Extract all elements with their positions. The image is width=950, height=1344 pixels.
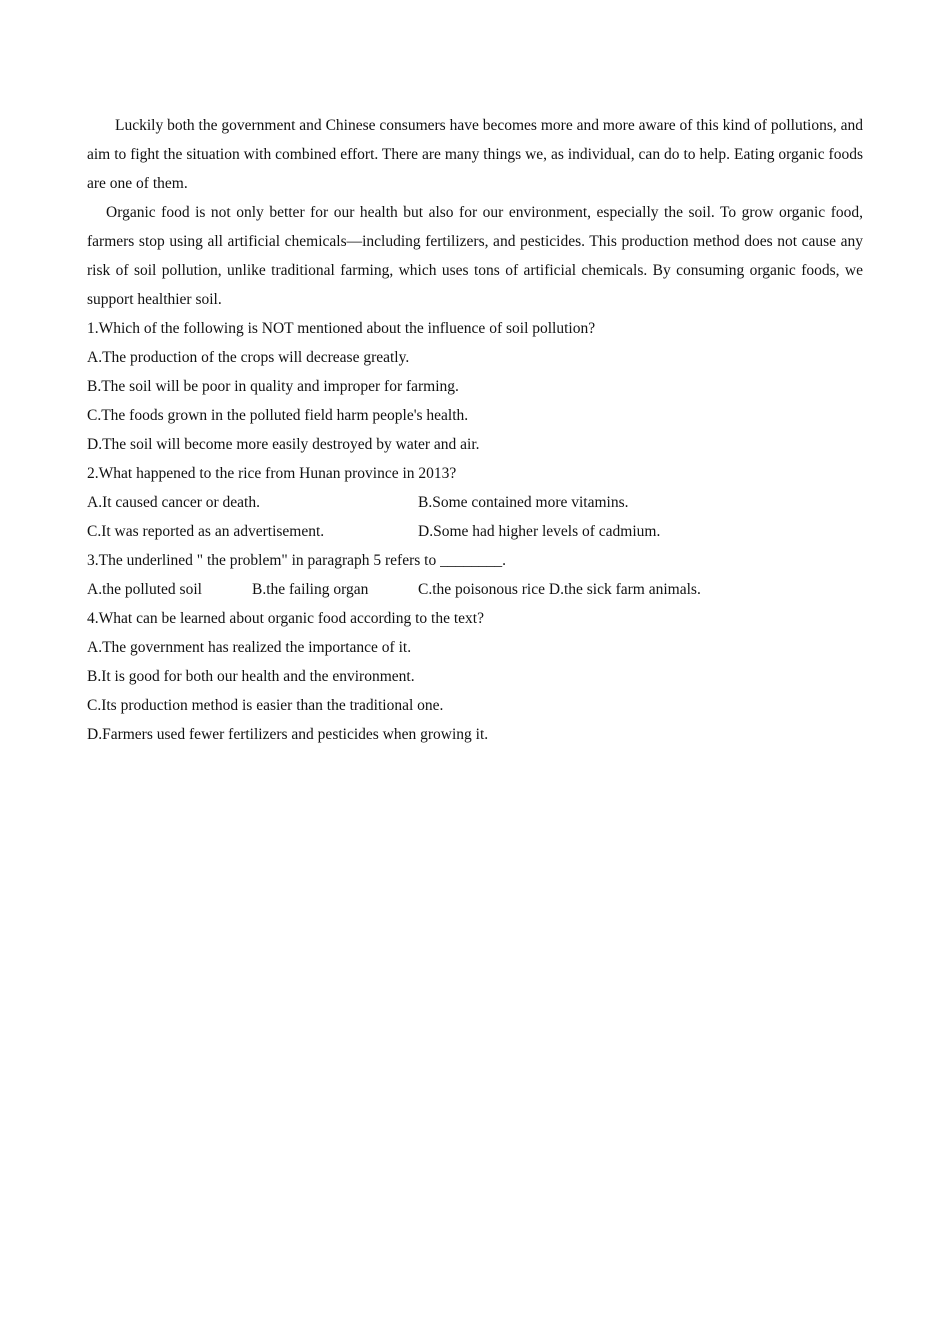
question-2-option-d: D.Some had higher levels of cadmium. bbox=[418, 523, 661, 540]
question-4-option-c: C.Its production method is easier than the traditional one. bbox=[87, 697, 444, 714]
question-3-option-d: D.the sick farm animals. bbox=[548, 581, 701, 598]
question-3-stem: 3.The underlined " the problem" in paragraph 5 refers to ________. bbox=[87, 552, 506, 569]
question-4-stem: 4.What can be learned about organic food according to the text? bbox=[87, 610, 484, 627]
question-3-option-a: A.the polluted soil bbox=[87, 581, 202, 598]
question-2-option-c: C.It was reported as an advertisement. bbox=[87, 523, 325, 540]
document-page bbox=[87, 111, 863, 749]
question-2-options-row-2 bbox=[87, 517, 863, 546]
question-4-option-a: A.The government has realized the importance of it. bbox=[87, 639, 412, 656]
question-4 bbox=[87, 604, 863, 749]
question-3-options-row bbox=[87, 575, 863, 604]
question-4-option-b: B.It is good for both our health and the environment. bbox=[87, 668, 415, 685]
question-3-option-b: B.the failing organ bbox=[252, 581, 369, 598]
question-2-stem: 2.What happened to the rice from Hunan province in 2013? bbox=[87, 465, 457, 482]
question-2-options-row-1 bbox=[87, 488, 863, 517]
question-1-stem: 1.Which of the following is NOT mentioned about the influence of soil pollution? bbox=[87, 320, 596, 337]
question-4-option-d: D.Farmers used fewer fertilizers and pesticides when growing it. bbox=[87, 726, 489, 743]
passage-paragraph-2: Organic food is not only better for our health but also for our environment, especially the soil. To grow organic food, farmers stop using all artificial chemicals—including fertilizers, and pesticides. This production method does not cause any risk of soil pollution, unlike traditional farming, which uses tons of artificial chemicals. By consuming organic foods, we support healthier soil. bbox=[87, 204, 863, 308]
passage-paragraph-1: Luckily both the government and Chinese consumers have becomes more and more aware of this kind of pollutions, and aim to fight the situation with combined effort. There are many things we, as individual, can do to help. Eating organic foods are one of them. bbox=[87, 117, 863, 192]
question-1 bbox=[87, 314, 863, 459]
question-2-option-a: A.It caused cancer or death. bbox=[87, 494, 260, 511]
question-3 bbox=[87, 546, 863, 604]
question-1-option-b: B.The soil will be poor in quality and improper for farming. bbox=[87, 378, 459, 395]
question-3-option-c: C.the poisonous rice bbox=[418, 581, 545, 598]
question-1-option-c: C.The foods grown in the polluted field harm people's health. bbox=[87, 407, 469, 424]
question-1-option-a: A.The production of the crops will decrease greatly. bbox=[87, 349, 410, 366]
question-2 bbox=[87, 459, 863, 546]
question-1-option-d: D.The soil will become more easily destroyed by water and air. bbox=[87, 436, 480, 453]
question-2-option-b: B.Some contained more vitamins. bbox=[418, 494, 629, 511]
